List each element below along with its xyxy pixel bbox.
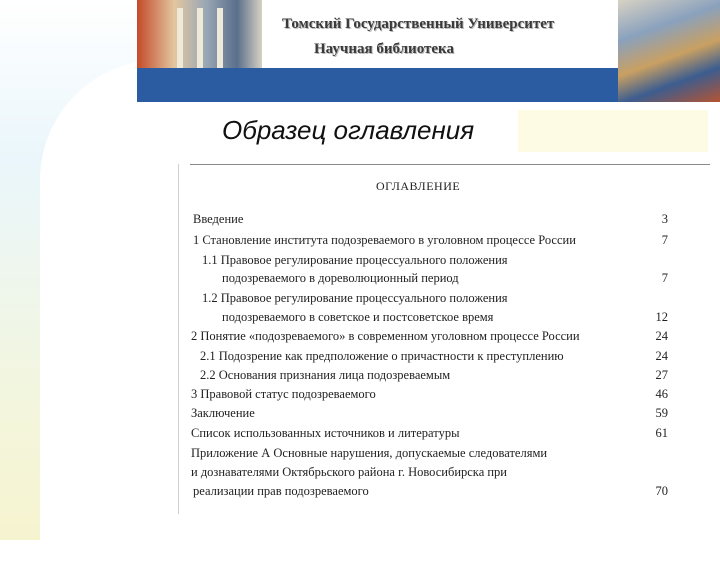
- toc-entry: [191, 329, 698, 345]
- toc-entry-page: 59: [655, 406, 668, 420]
- toc-entry-page: 61: [655, 426, 668, 440]
- toc-entry: [191, 446, 698, 462]
- toc-entry-text: реализации прав подозреваемого: [193, 484, 369, 498]
- toc-heading: ОГЛАВЛЕНИЕ: [376, 179, 461, 193]
- toc-entry-text: 2.1 Подозрение как предположение о причастности к преступлению: [200, 349, 564, 363]
- university-title: Томский Государственный Университет: [282, 16, 555, 32]
- column-decoration: [177, 8, 183, 68]
- toc-entry-text: и дознавателями Октябрьского района г. Новосибирска при: [191, 465, 507, 479]
- toc-entry-text: Введение: [193, 212, 244, 226]
- toc-entry-text: 2 Понятие «подозреваемого» в современном уголовном процессе России: [191, 329, 580, 343]
- toc-entry-text: 3 Правовой статус подозреваемого: [191, 387, 376, 401]
- toc-entry-page: 7: [661, 271, 668, 285]
- toc-entry-text: Заключение: [191, 406, 255, 420]
- toc-entry: [202, 253, 698, 269]
- toc-entry: [191, 406, 698, 422]
- toc-entry: [193, 484, 698, 500]
- toc-entry-page: 3: [661, 212, 668, 226]
- document-top-border: [190, 164, 710, 165]
- slide-title: Образец оглавления: [222, 115, 475, 145]
- toc-entry-text: 1.2 Правовое регулирование процессуального положения: [202, 291, 508, 305]
- column-decoration: [197, 8, 203, 68]
- toc-entry-text: подозреваемого в советское и постсоветское время: [222, 310, 494, 324]
- library-title: Научная библиотека: [314, 41, 454, 57]
- toc-entry: [202, 291, 698, 307]
- background-curve: [40, 60, 240, 580]
- toc-entry-page: 70: [655, 484, 668, 498]
- toc-entry-page: 24: [655, 349, 668, 363]
- toc-entry: [200, 349, 698, 365]
- toc-entry-text: Список использованных источников и литературы: [191, 426, 460, 440]
- toc-entry: [191, 465, 698, 481]
- toc-entry: [222, 310, 698, 326]
- toc-entry-page: 27: [655, 368, 668, 382]
- toc-entry: [193, 212, 698, 228]
- toc-entry-text: 2.2 Основания признания лица подозреваемым: [200, 368, 451, 382]
- toc-entry-page: 24: [655, 329, 668, 343]
- toc-entry: [222, 271, 698, 287]
- document-left-border: [178, 164, 179, 514]
- toc-entry-text: 1 Становление института подозреваемого в уголовном процессе России: [193, 233, 576, 247]
- toc-entry-text: подозреваемого в дореволюционный период: [222, 271, 459, 285]
- header-image-right: [618, 0, 720, 102]
- toc-entry: [200, 368, 698, 384]
- toc-entry-page: 7: [661, 233, 668, 247]
- toc-entry-page: 46: [655, 387, 668, 401]
- toc-entry: [191, 426, 698, 442]
- title-highlight-bar: [518, 110, 708, 152]
- toc-entry: [193, 233, 698, 249]
- toc-entry: [191, 387, 698, 403]
- toc-entry-text: Приложение А Основные нарушения, допускаемые следователями: [191, 446, 548, 460]
- toc-entry-page: 12: [655, 310, 668, 324]
- column-decoration: [217, 8, 223, 68]
- header-image-left: [137, 0, 262, 68]
- toc-entry-text: 1.1 Правовое регулирование процессуального положения: [202, 253, 508, 267]
